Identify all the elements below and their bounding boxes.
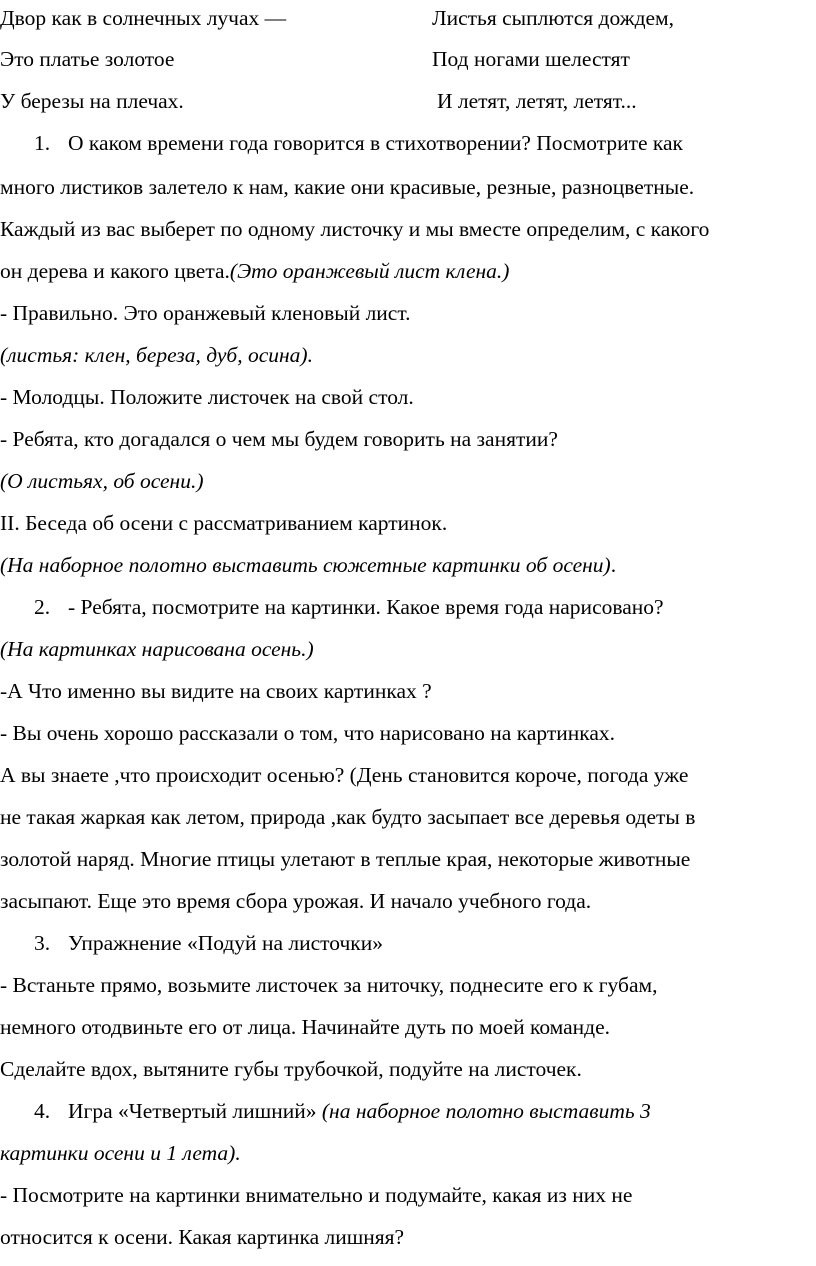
q1-line-4-text: он дерева и какого цвета. <box>0 259 230 283</box>
autumn-paragraph-line-3: золотой наряд. Многие птицы улетают в теплые края, некоторые животные <box>0 847 691 871</box>
q4-number: 4. <box>34 1099 51 1123</box>
poem-right-line-1: Листья сыплются дождем, <box>432 6 675 30</box>
q1-number: 1. <box>34 131 51 155</box>
autumn-paragraph-line-1: А вы знаете ,что происходит осенью? (День становится короче, погода уже <box>0 763 689 787</box>
board-instruction-text: (На наборное полотно выставить сюжетные картинки об осени) <box>0 553 611 577</box>
q4-line-1: - Посмотрите на картинки внимательно и подумайте, какая из них не <box>0 1183 633 1207</box>
q1-line-4 <box>0 261 509 283</box>
q1-answer: (Это оранжевый лист клена.) <box>229 259 510 283</box>
q4-title-line <box>68 1101 651 1123</box>
q2-answer: (На картинках нарисована осень.) <box>0 637 314 661</box>
board-instruction-period: . <box>610 553 617 577</box>
q3-line-2: немного отодвиньте его от лица. Начинайте дуть по моей команде. <box>0 1015 611 1039</box>
q4-note-part-1: (на наборное полотно выставить 3 <box>321 1099 651 1123</box>
poem-left-line-3: У березы на плечах. <box>0 89 184 113</box>
poem-left-line-2: Это платье золотое <box>0 47 175 71</box>
poem-left-line-1: Двор как в солнечных лучах — <box>0 6 287 30</box>
q4-line-2: относится к осени. Какая картинка лишняя? <box>0 1225 405 1249</box>
autumn-paragraph-line-2: не такая жаркая как летом, природа ,как будто засыпает все деревья одеты в <box>0 805 696 829</box>
board-instruction <box>0 555 616 577</box>
q3-number: 3. <box>34 931 51 955</box>
q2-told-line: - Вы очень хорошо рассказали о том, что нарисовано на картинках. <box>0 721 616 745</box>
q4-note-part-2: картинки осени и 1 лета). <box>0 1141 241 1165</box>
q2-what-line: -А Что именно вы видите на своих картинках ? <box>0 679 432 703</box>
guess-line: - Ребята, кто догадался о чем мы будем говорить на занятии? <box>0 427 558 451</box>
poem-right-line-3: И летят, летят, летят... <box>437 89 637 113</box>
q3-line-1: - Встаньте прямо, возьмите листочек за ниточку, поднесите его к губам, <box>0 973 658 997</box>
about-answer: (О листьях, об осени.) <box>0 469 204 493</box>
q1-line-3: Каждый из вас выберет по одному листочку и мы вместе определим, с какого <box>0 217 710 241</box>
q1-line-2: много листиков залетело к нам, какие они красивые, резные, разноцветные. <box>0 175 695 199</box>
well-done-line: - Молодцы. Положите листочек на свой стол. <box>0 385 414 409</box>
q2-number: 2. <box>34 595 51 619</box>
q1-line-1: О каком времени года говорится в стихотворении? Посмотрите как <box>68 131 684 155</box>
poem-right-line-2: Под ногами шелестят <box>432 47 630 71</box>
autumn-paragraph-line-4: засыпают. Еще это время сбора урожая. И начало учебного года. <box>0 889 592 913</box>
q2-text: - Ребята, посмотрите на картинки. Какое время года нарисовано? <box>68 595 664 619</box>
q3-line-3: Сделайте вдох, вытяните губы трубочкой, подуйте на листочек. <box>0 1057 582 1081</box>
leaves-list: (листья: клен, береза, дуб, осина). <box>0 343 313 367</box>
correct-line: - Правильно. Это оранжевый кленовый лист. <box>0 301 411 325</box>
q3-title: Упражнение «Подуй на листочки» <box>68 931 383 955</box>
q4-title: Игра «Четвертый лишний» <box>68 1099 317 1123</box>
section-2-heading: II. Беседа об осени с рассматриванием картинок. <box>0 511 448 535</box>
